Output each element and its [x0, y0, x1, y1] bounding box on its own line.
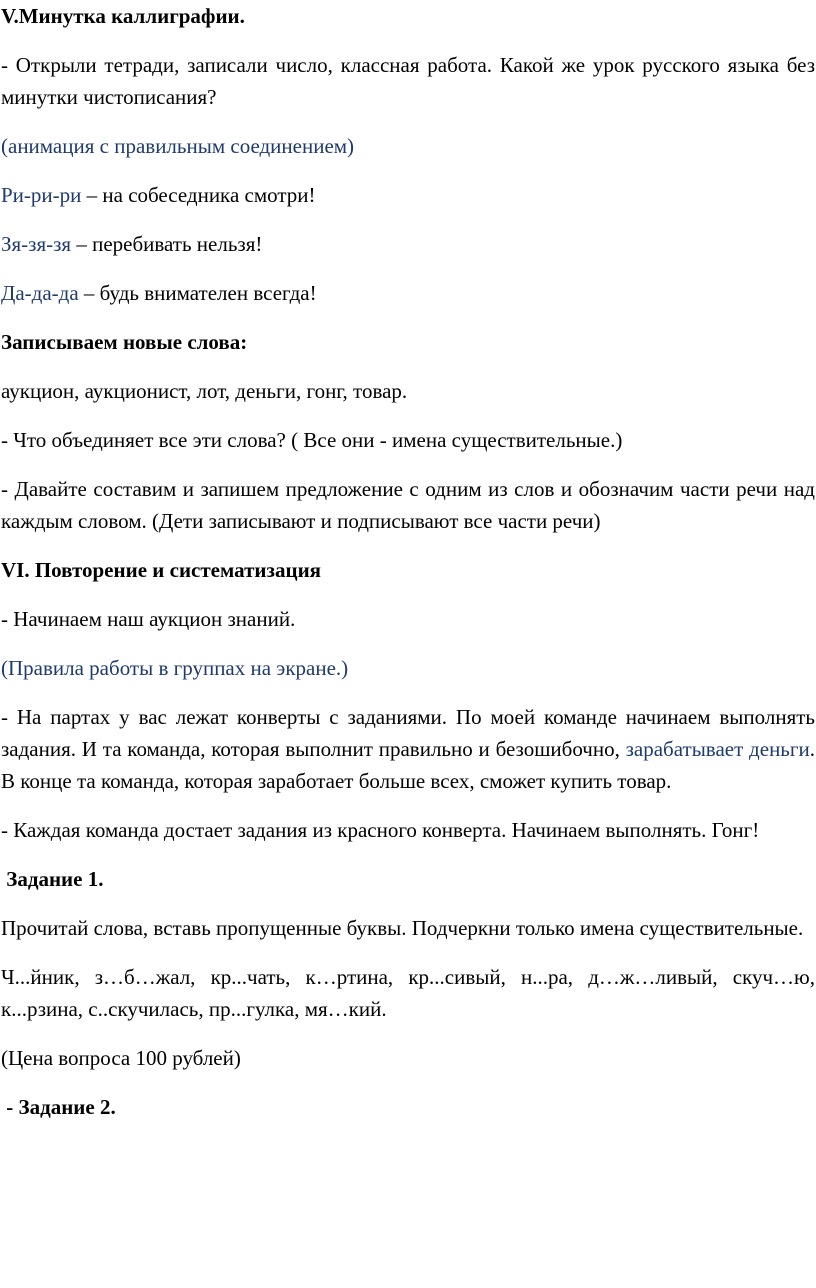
section-5-heading: V.Минутка каллиграфии. — [1, 4, 245, 28]
rhyme-text: – будь внимателен всегда! — [78, 281, 317, 305]
section-6-heading: VI. Повторение и систематизация — [1, 558, 322, 582]
task-1-instructions: Прочитай слова, вставь пропущенные буквы. Подчеркни только имена существительные. — [1, 916, 804, 940]
rhyme-line — [1, 228, 815, 260]
task-1-price: (Цена вопроса 100 рублей) — [1, 1046, 241, 1070]
task-2-heading: - Задание 2. — [1, 1095, 116, 1119]
envelopes-text: - На партах у вас лежат конверты с заданиями. По моей команде начинаем выполнять задания. И та команда, которая выполнит правильно и безошибочно, — [1, 705, 815, 761]
new-words-list: аукцион, аукционист, лот, деньги, гонг, товар. — [1, 379, 408, 403]
animation-note: (анимация с правильным соединением) — [1, 134, 355, 158]
envelopes-highlight: зарабатывает деньги — [625, 737, 810, 761]
rhyme-syllables: Зя-зя-зя — [1, 232, 72, 256]
question-line: - Что объединяет все эти слова? ( Все они - имена существительные.) — [1, 428, 623, 452]
new-words-heading: Записываем новые слова: — [1, 330, 248, 354]
rhyme-syllables: Да-да-да — [1, 281, 79, 305]
task-1-words: Ч...йник, з…б…жал, кр...чать, к…ртина, кр...сивый, н...ра, д…ж…ливый, скуч…ю, к...рзина, с..скучилась, пр...гулка, мя…кий. — [1, 965, 815, 1021]
envelopes-paragraph — [1, 701, 815, 797]
rhyme-line — [1, 179, 815, 211]
rules-note: (Правила работы в группах на экране.) — [1, 656, 349, 680]
red-envelope-paragraph: - Каждая команда достает задания из красного конверта. Начинаем выполнять. Гонг! — [1, 818, 760, 842]
sentence-task: - Давайте составим и запишем предложение с одним из слов и обозначим части речи над каждым словом. (Дети записывают и подписывают все части речи) — [1, 477, 815, 533]
rhyme-line — [1, 277, 815, 309]
envelopes-text-end: . В конце та команда, которая заработает больше всех, сможет купить товар. — [1, 737, 815, 793]
rhyme-text: – на собеседника смотри! — [81, 183, 316, 207]
task-1-heading: Задание 1. — [1, 867, 104, 891]
rhyme-text: – перебивать нельзя! — [71, 232, 263, 256]
rhyme-syllables: Ри-ри-ри — [1, 183, 82, 207]
calligraphy-intro: - Открыли тетради, записали число, классная работа. Какой же урок русского языка без минутки чистописания? — [1, 53, 815, 109]
auction-start: - Начинаем наш аукцион знаний. — [1, 607, 296, 631]
